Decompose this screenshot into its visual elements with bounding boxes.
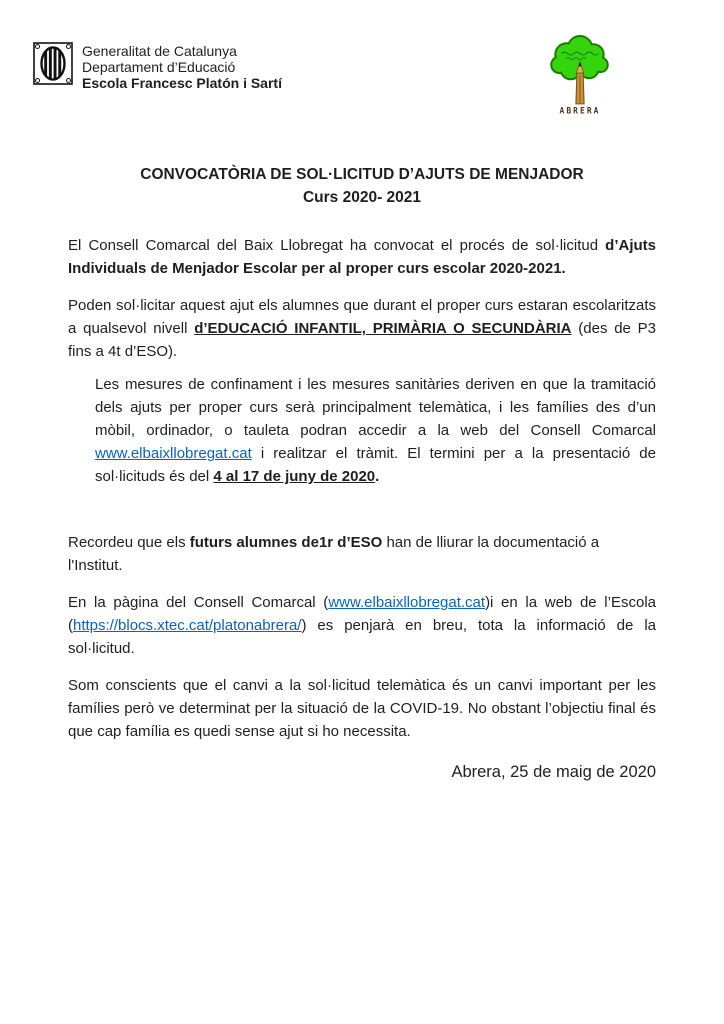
text-segment: han de lliurar la documentació a l'Institut.	[68, 534, 600, 574]
text-segment: i realitzar el tràmit. El termini per a la presentació de sol·licituds és del	[95, 445, 656, 485]
text-segment: Recordeu que els	[68, 534, 190, 551]
text-segment: )i en la web de l’Escola (	[68, 594, 656, 634]
school-logo	[541, 34, 619, 115]
text-segment: .	[375, 468, 380, 485]
title-line-2: Curs 2020- 2021	[302, 189, 422, 206]
org-name: Generalitat de Catalunya	[82, 43, 237, 59]
department-name: Departament d’Educació	[82, 59, 236, 75]
tree-pencil-icon	[545, 34, 615, 108]
text-segment: d’Ajuts Individuals de Menjador Escolar per al proper curs escolar 2020-2021.	[68, 237, 656, 277]
text-segment: futurs alumnes de1r d’ESO	[189, 534, 383, 551]
paragraph-reminder	[68, 531, 656, 577]
text-segment: 4 al 17 de juny de 2020	[213, 468, 376, 485]
paragraph-intro	[68, 234, 656, 280]
paragraph-procedure	[68, 373, 656, 488]
text-segment: En la pàgina del Consell Comarcal (	[68, 594, 329, 611]
hyperlink[interactable]: www.elbaixllobregat.cat	[328, 594, 486, 611]
text-segment: ) es penjarà en breu, tota la informació de la sol·licitud.	[68, 617, 656, 657]
generalitat-coat-of-arms-icon	[33, 42, 73, 85]
text-segment: Som conscients que el canvi a la sol·licitud telemàtica és un canvi important per les famílies però ve determinat per la situació de la COVID-19. No obstant l’objectiu final és que cap família es quedi sense ajut si ho necessita.	[68, 677, 656, 740]
document-title	[0, 163, 724, 209]
paragraph-websites	[68, 591, 656, 660]
title-line-1: CONVOCATÒRIA DE SOL·LICITUD D’AJUTS DE MENJADOR	[140, 166, 584, 183]
text-segment: (des de P3 fins a 4t d’ESO).	[68, 320, 656, 360]
hyperlink[interactable]: www.elbaixllobregat.cat	[95, 445, 252, 462]
letterhead-text	[82, 42, 282, 91]
document-body	[68, 209, 656, 743]
text-segment: Poden sol·licitar aquest ajut els alumnes que durant el proper curs estaran escolaritzats a qualsevol nivell	[68, 297, 656, 337]
school-logo-caption: ABRERA	[559, 105, 601, 116]
paragraph-covid	[68, 674, 656, 743]
school-name: Escola Francesc Platón i Sartí	[82, 75, 282, 91]
hyperlink[interactable]: https://blocs.xtec.cat/platonabrera/	[73, 617, 302, 634]
date-line: Abrera, 25 de maig de 2020	[451, 763, 656, 781]
text-segment: Les mesures de confinament i les mesures sanitàries deriven en que la tramitació dels ajuts per proper curs serà principalment telemàtica, i les famílies des d’un mòbil, ordinador, o tauleta podran accedir a la web del Consell Comarcal	[95, 376, 656, 439]
text-segment: El Consell Comarcal del Baix Llobregat ha convocat el procés de sol·licitud	[68, 237, 606, 254]
letterhead	[33, 42, 282, 91]
paragraph-eligibility	[68, 294, 656, 363]
text-segment: d’EDUCACIÓ INFANTIL, PRIMÀRIA O SECUNDÀRIA	[194, 320, 572, 337]
